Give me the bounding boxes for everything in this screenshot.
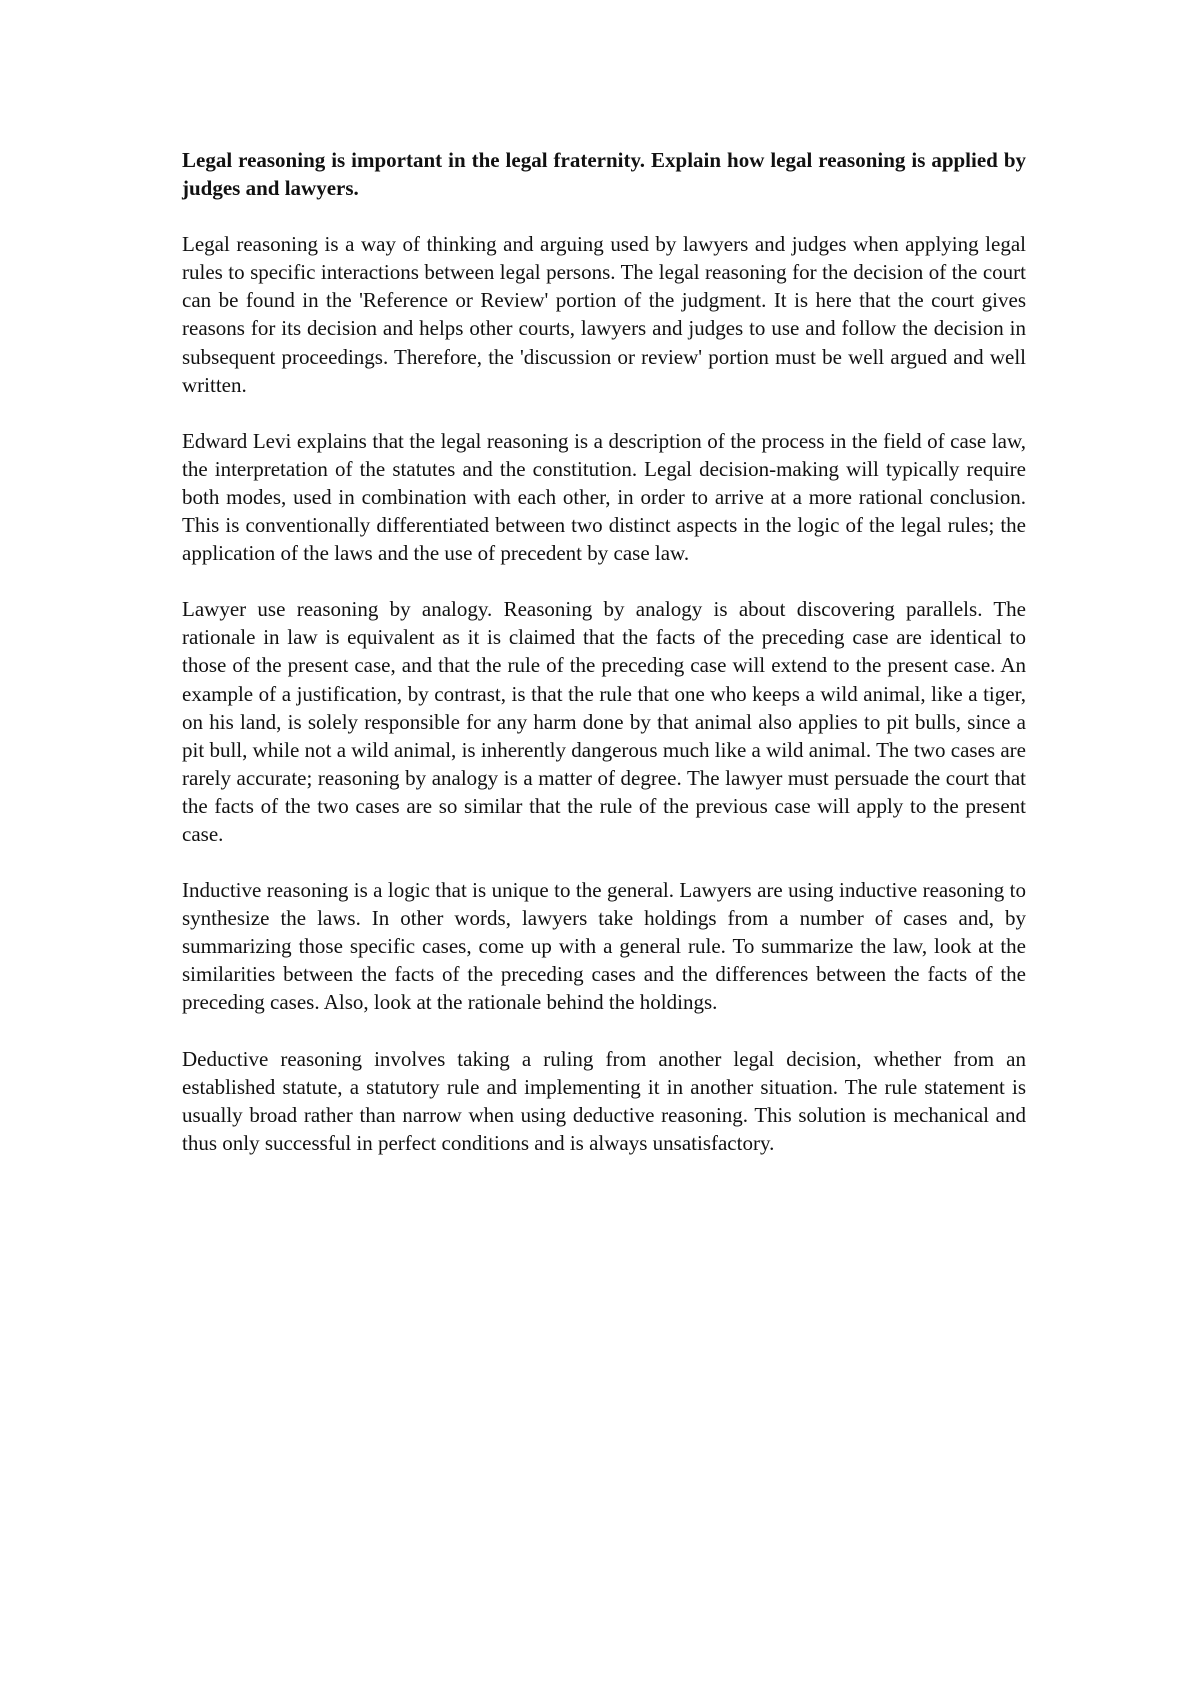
document-body: [182, 146, 1026, 1185]
paragraph-analogy: Lawyer use reasoning by analogy. Reasoning by analogy is about discovering parallels. The rationale in law is equivalent as it is claimed that the facts of the preceding case are identical to those of the present case, and that the rule of the preceding case will extend to the present case. An example of a justification, by contrast, is that the rule that one who keeps a wild animal, like a tiger, on his land, is solely responsible for any harm done by that animal also applies to pit bulls, since a pit bull, while not a wild animal, is inherently dangerous much like a wild animal. The two cases are rarely accurate; reasoning by analogy is a matter of degree. The lawyer must persuade the court that the facts of the two cases are so similar that the rule of the previous case will apply to the present case.: [182, 597, 1026, 846]
paragraph-inductive: Inductive reasoning is a logic that is unique to the general. Lawyers are using inductive reasoning to synthesize the laws. In other words, lawyers take holdings from a number of cases and, by summarizing those specific cases, come up with a general rule. To summarize the law, look at the similarities between the facts of the preceding cases and the differences between the facts of the preceding cases. Also, look at the rationale behind the holdings.: [182, 878, 1026, 1015]
paragraph-deductive: Deductive reasoning involves taking a ruling from another legal decision, whether from an established statute, a statutory rule and implementing it in another situation. The rule statement is usually broad rather than narrow when using deductive reasoning. This solution is mechanical and thus only successful in perfect conditions and is always unsatisfactory.: [182, 1046, 1026, 1155]
document-heading: Legal reasoning is important in the legal fraternity. Explain how legal reasoning is applied by judges and lawyers.: [182, 148, 1026, 201]
paragraph-edward-levi: Edward Levi explains that the legal reasoning is a description of the process in the field of case law, the interpretation of the statutes and the constitution. Legal decision-making will typically require both modes, used in combination with each other, in order to arrive at a more rational conclusion. This is conventionally differentiated between two distinct aspects in the logic of the legal rules; the application of the laws and the use of precedent by case law.: [182, 428, 1026, 566]
paragraph-intro: Legal reasoning is a way of thinking and arguing used by lawyers and judges when applying legal rules to specific interactions between legal persons. The legal reasoning for the decision of the court can be found in the 'Reference or Review' portion of the judgment. It is here that the court gives reasons for its decision and helps other courts, lawyers and judges to use and follow the decision in subsequent proceedings. Therefore, the 'discussion or review' portion must be well argued and well written.: [182, 232, 1026, 397]
